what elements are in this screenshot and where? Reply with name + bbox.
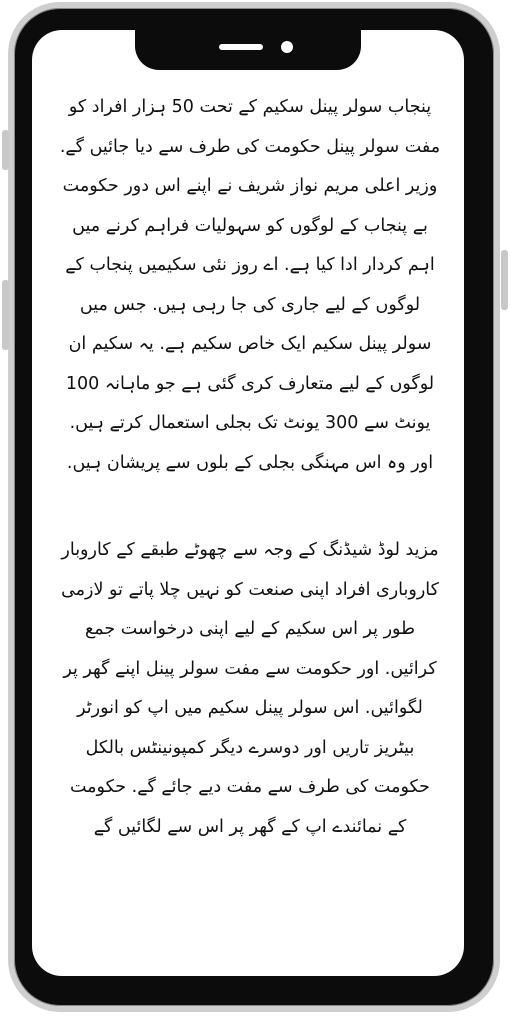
article-text (58, 88, 442, 847)
camera-icon (281, 41, 293, 53)
notch (135, 30, 361, 70)
phone-screen (32, 30, 464, 976)
power-button (501, 250, 508, 310)
speaker-icon (219, 44, 263, 50)
volume-down-button (2, 280, 9, 350)
article-paragraph-2: مزید لوڈ شیڈنگ کے وجہ سے چھوٹے طبقے کے کاروبار کاروباری افراد اپنی صنعت کو نہیں چلا پاتے تو لازمی طور پر اس سکیم کے لیے اپنی درخواست جمع کرائیں. اور حکومت سے مفت سولر پینل اپنے گھر پر لگوائیں. اس سولر پینل سکیم میں اپ کو انورٹر بیٹریز تاریں اور دوسرے دیگر کمپونینٹس بالکل حکومت کی طرف سے مفت دیے جائے گے. حکومت کے نمائندے اپ کے گھر پر اس سے لگائیں گے (61, 540, 439, 837)
article-paragraph-1: پنجاب سولر پینل سکیم کے تحت 50 ہزار افراد کو مفت سولر پینل حکومت کی طرف سے دیا جائیں گے. وزیر اعلی مریم نواز شریف نے اپنے اس دور حکومت بے پنجاب کے لوگوں کو سہولیات فراہم کرنے میں اہم کردار ادا کیا ہے. اے روز نئی سکیمیں پنجاب کے لوگوں کے لیے جاری کی جا رہی ہیں. جس میں سولر پینل سکیم ایک خاص سکیم ہے. یہ سکیم ان لوگوں کے لیے متعارف کری گئی ہے جو ماہانہ 100 یونٹ سے 300 یونٹ تک بجلی استعمال کرتے ہیں. اور وہ اس مہنگی بجلی کے بلوں سے پریشان ہیں. (59, 97, 441, 473)
volume-up-button (2, 130, 9, 170)
